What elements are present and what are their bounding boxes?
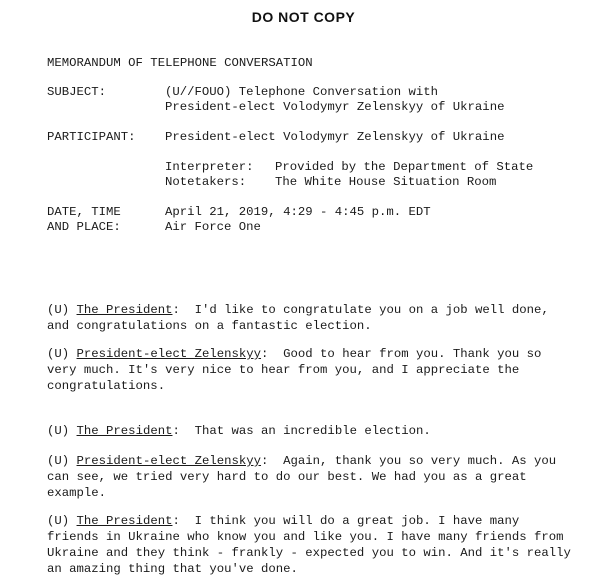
date-time-label: DATE, TIME	[47, 205, 121, 219]
speaker-name: The President	[76, 303, 173, 317]
memo-title: MEMORANDUM OF TELEPHONE CONVERSATION	[47, 56, 313, 70]
interpreter-label: Interpreter:	[165, 160, 254, 174]
dialogue-text: I'd like to congratulate you on a job well done, and congratulations on a fantastic election.	[47, 303, 549, 333]
dialogue-paragraph: (U) The President: That was an incredible election.	[47, 424, 431, 438]
subject-line-2: President-elect Volodymyr Zelenskyy of Ukraine	[165, 100, 505, 114]
dialogue-text: I think you will do a great job. I have many friends in Ukraine who know you and like you. I have many friends from Ukraine and they think - frankly - expected you to win. And it's really an amazing thing that you've done.	[47, 514, 571, 576]
interpreter-value: Provided by the Department of State	[275, 160, 534, 174]
classification-marker: (U)	[47, 303, 70, 317]
dialogue-text: Again, thank you so very much. As you can see, we tried very hard to do our best. We had you as a great example.	[47, 454, 557, 500]
speaker-name: President-elect Zelenskyy	[76, 347, 262, 361]
speaker-name: The President	[76, 424, 173, 438]
dialogue-paragraph: (U) The President: I think you will do a great job. I have many friends in Ukraine who know you and like you. I have many friends from Ukraine and they think - frankly - expected you to win. And it's really an amazing thing that you've done.	[47, 514, 571, 576]
and-place-label: AND PLACE:	[47, 220, 121, 234]
date-time-value: April 21, 2019, 4:29 - 4:45 p.m. EDT	[165, 205, 431, 219]
classification-marker: (U)	[47, 454, 70, 468]
notetakers-label: Notetakers:	[165, 175, 247, 189]
subject-label: SUBJECT:	[47, 85, 107, 99]
place-value: Air Force One	[165, 220, 261, 234]
dialogue-paragraph: (U) The President: I'd like to congratulate you on a job well done, and congratulations on a fantastic election.	[47, 303, 549, 333]
dialogue-paragraph: (U) President-elect Zelenskyy: Good to hear from you. Thank you so very much. It's very nice to hear from you, and I appreciate the congratulations.	[47, 347, 542, 393]
classification-marker: (U)	[47, 424, 70, 438]
participant-value: President-elect Volodymyr Zelenskyy of Ukraine	[165, 130, 505, 144]
notetakers-value: The White House Situation Room	[275, 175, 497, 189]
participant-label: PARTICIPANT:	[47, 130, 136, 144]
classification-marker: (U)	[47, 347, 70, 361]
dialogue-text: That was an incredible election.	[194, 424, 431, 438]
dialogue-text: Good to hear from you. Thank you so very much. It's very nice to hear from you, and I appreciate the congratulations.	[47, 347, 542, 393]
dialogue-paragraph: (U) President-elect Zelenskyy: Again, thank you so very much. As you can see, we tried very hard to do our best. We had you as a great example.	[47, 454, 557, 500]
classification-marker: (U)	[47, 514, 70, 528]
speaker-name: President-elect Zelenskyy	[76, 454, 262, 468]
do-not-copy-banner: DO NOT COPY	[251, 9, 356, 25]
subject-line-1: (U//FOUO) Telephone Conversation with	[165, 85, 439, 99]
speaker-name: The President	[76, 514, 173, 528]
